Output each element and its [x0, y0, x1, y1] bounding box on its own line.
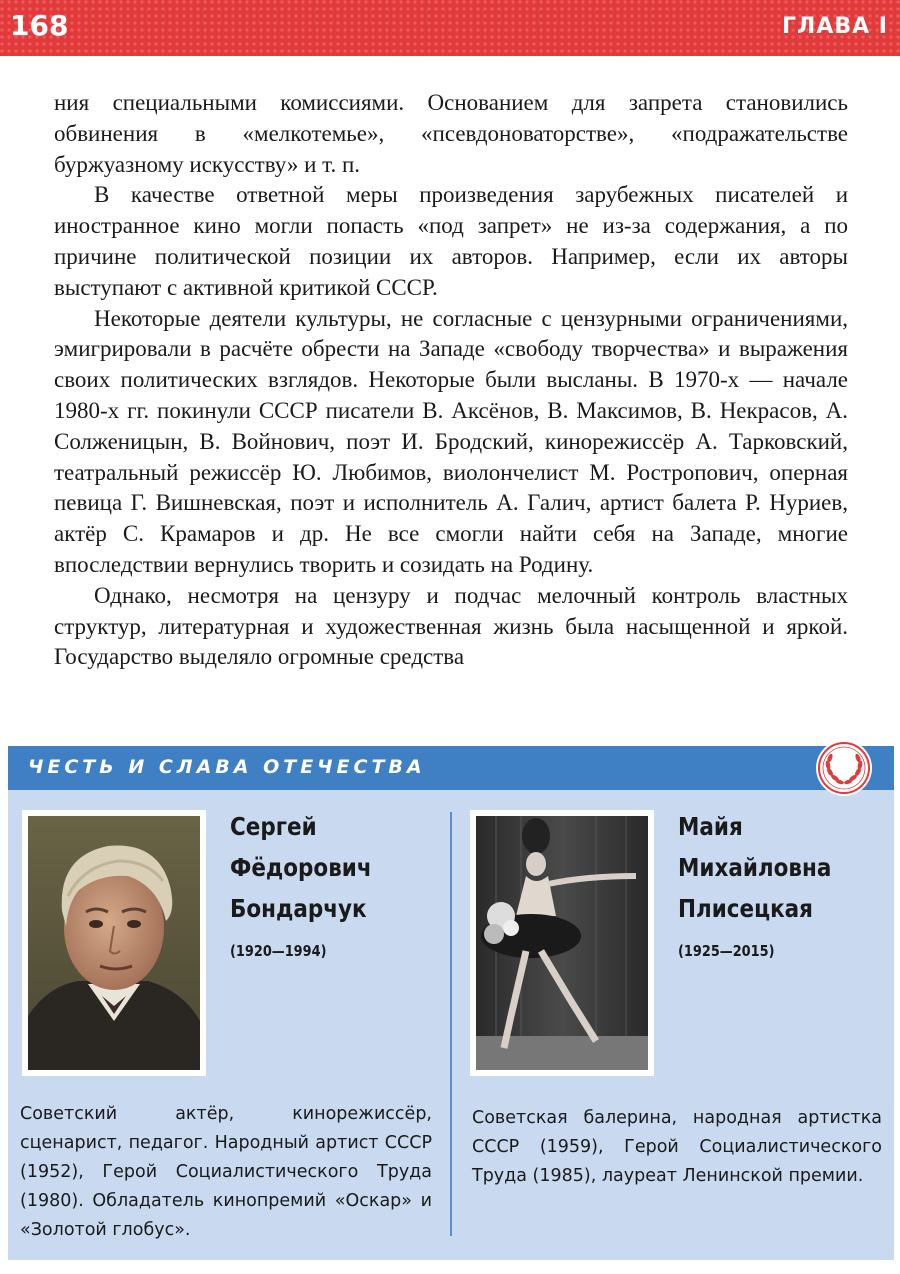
name-line: Плисецкая — [678, 894, 813, 923]
person-years: (1920—1994) — [230, 942, 327, 960]
box-title: ЧЕСТЬ И СЛАВА ОТЕЧЕСТВА — [28, 756, 426, 778]
chapter-label: ГЛАВА I — [782, 14, 888, 39]
name-line: Фёдорович — [230, 853, 372, 882]
person-years: (1925—2015) — [678, 942, 775, 960]
paragraph: Некоторые деятели культуры, не согласные с цензурными ограничениями, эмигрировали в расчёте обрести на Западе «свободу творчества» и выражения своих политических взглядов. Некоторые были высланы. В 1970-х — начале 1980-х гг. покинули СССР писатели В. Аксёнов, В. Максимов, В. Некрасов, А. Солженицын, В. Войнович, поэт И. Бродский, кинорежиссёр А. Тарковский, театральный режиссёр Ю. Любимов, виолончелист М. Ростропович, оперная певица Г. Вишневская, поэт и исполнитель А. Галич, артист балета Р. Нуриев, актёр С. Крамаров и др. Не все смогли найти себя на Западе, многие впоследствии вернулись творить и созидать на Родину. — [54, 305, 848, 577]
portrait-photo — [470, 810, 654, 1076]
person-name — [678, 806, 831, 929]
honor-box — [8, 746, 894, 1260]
name-line: Майя — [678, 812, 743, 841]
person-description: Советская балерина, народная артистка СССР (1959), Герой Социалистического Труда (1985), лауреат Ленинской премии. — [472, 1108, 882, 1186]
box-header — [8, 746, 894, 790]
paragraph: ния специальными комиссиями. Основанием для запрета становились обвинения в «мелкотемье», «псевдоноваторстве», «подражательстве буржуазному искусству» и т. п. — [54, 90, 848, 177]
name-line: Михайловна — [678, 853, 832, 882]
name-line: Сергей — [230, 812, 317, 841]
paragraph: В качестве ответной меры произведения зарубежных писателей и иностранное кино могли попасть «под запрет» не из-за содержания, а по причине политической позиции их авторов. Например, если их авторы выступают с активной критикой СССР. — [54, 182, 848, 300]
column-divider — [450, 812, 452, 1236]
page-number: 168 — [10, 9, 69, 42]
name-line: Бондарчук — [230, 894, 367, 923]
person-description: Советский актёр, кинорежиссёр, сценарист, педагог. Народный артист СССР (1952), Герой Социалистического Труда (1980). Обладатель кинопремий «Оскар» и «Золотой глобус». — [20, 1104, 432, 1240]
paragraph: Однако, несмотря на цензуру и подчас мелочный контроль властных структур, литературная и художественная жизнь была насыщенной и яркой. Государство выделяло огромные средства — [54, 582, 848, 670]
page-header — [0, 0, 900, 56]
person-name — [230, 806, 372, 929]
laurel-wreath-icon — [816, 740, 872, 796]
portrait-photo — [22, 810, 206, 1076]
main-text — [54, 88, 848, 673]
